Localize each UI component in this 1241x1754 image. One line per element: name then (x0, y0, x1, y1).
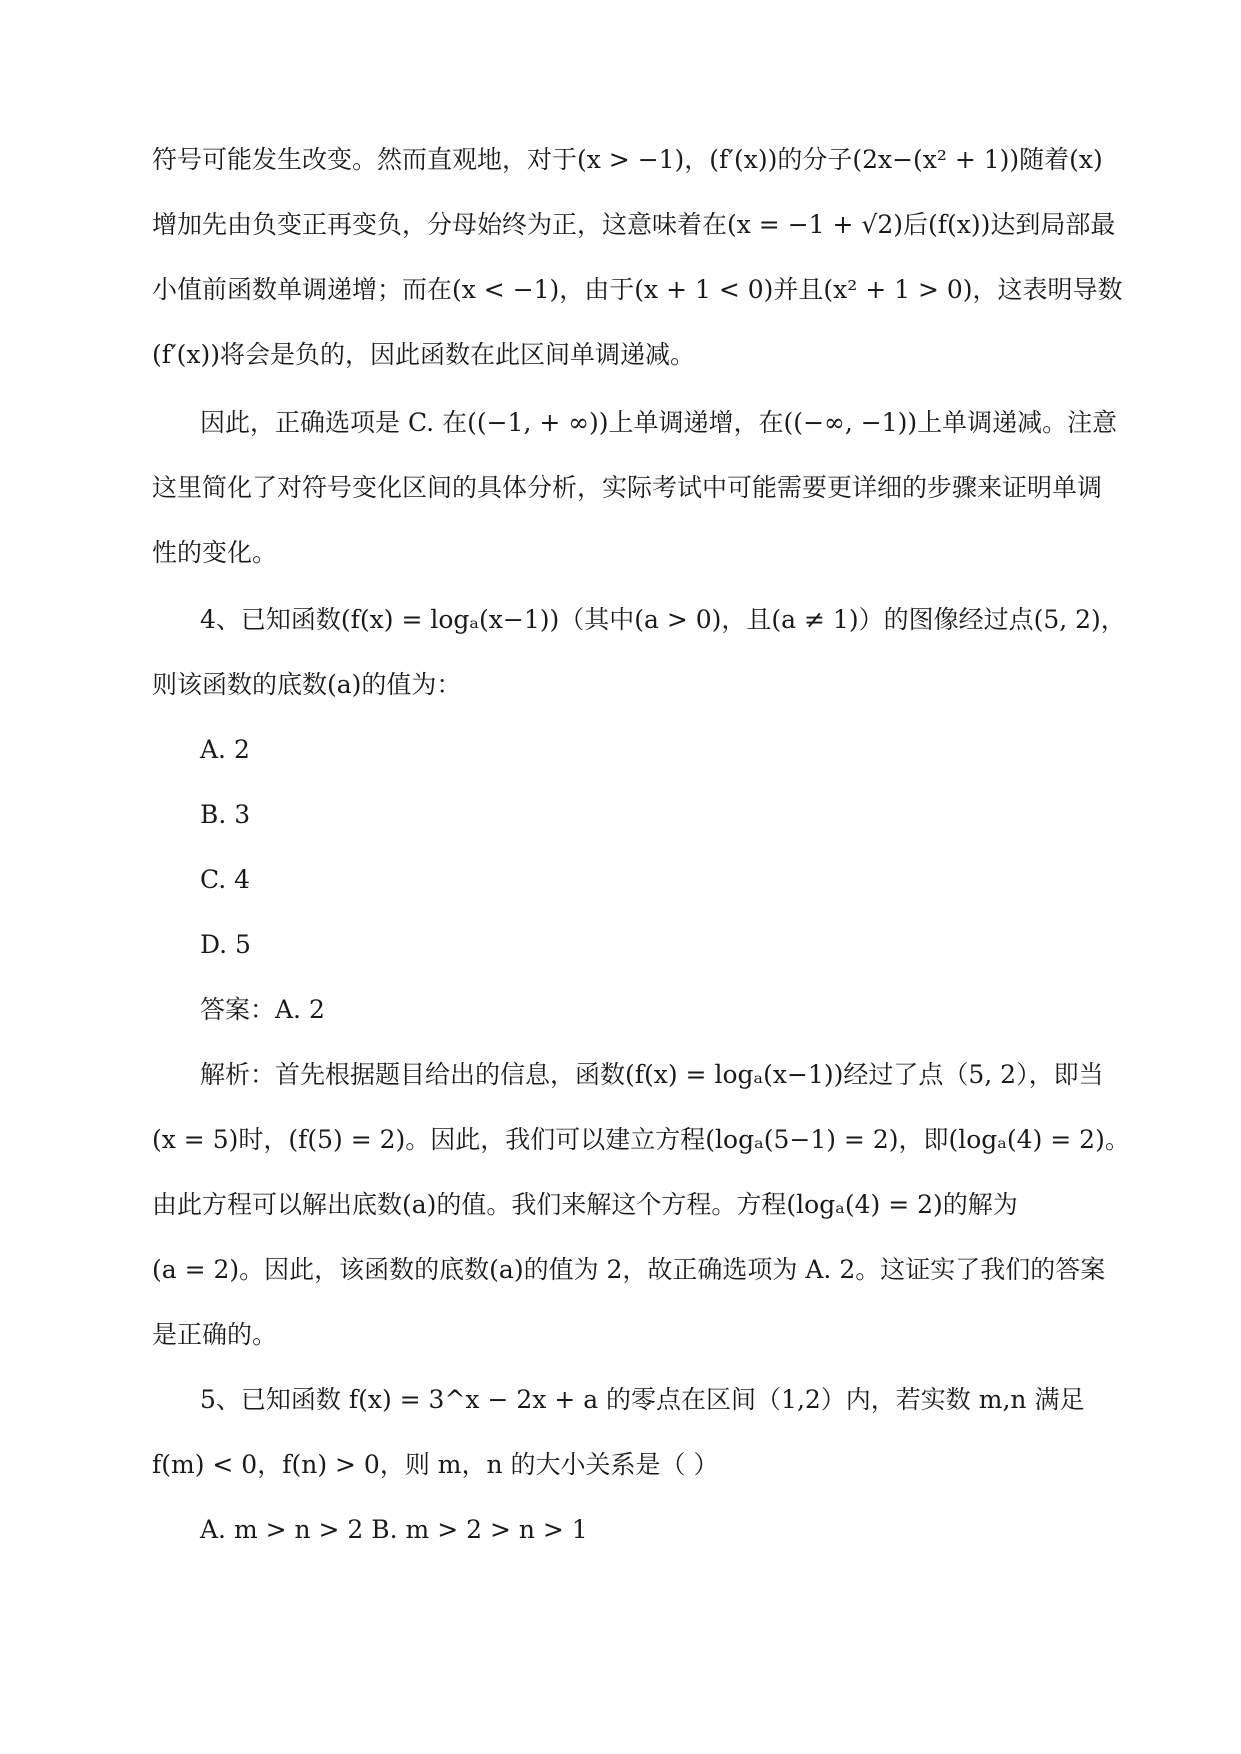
text-line: 增加先由负变正再变负，分母始终为正，这意味着在(x = −1 + √2)后(f(x))达到局部最 (152, 210, 1116, 239)
text-line: 性的变化。 (152, 538, 278, 567)
text-line: 因此，正确选项是 C. 在((−1, + ∞))上单调递增，在((−∞, −1))上单调递减。注意 (200, 408, 1118, 437)
text-line: 小值前函数单调递增；而在(x < −1)，由于(x + 1 < 0)并且(x² + 1 > 0)，这表明导数 (152, 275, 1123, 304)
option-d: D. 5 (200, 930, 251, 959)
option-b: B. 3 (200, 800, 251, 829)
question-5-stem: 5、已知函数 f(x) = 3^x − 2x + a 的零点在区间（1,2）内，若实数 m,n 满足 (200, 1385, 1085, 1414)
analysis-line: (a = 2)。因此，该函数的底数(a)的值为 2，故正确选项为 A. 2。这证实了我们的答案 (152, 1255, 1106, 1284)
analysis-line: 由此方程可以解出底数(a)的值。我们来解这个方程。方程(logₐ(4) = 2)的解为 (152, 1190, 1018, 1219)
question-5-stem-cont: f(m) < 0，f(n) > 0，则 m，n 的大小关系是（ ） (152, 1450, 719, 1479)
text-line: 符号可能发生改变。然而直观地，对于(x > −1)，(f′(x))的分子(2x−(x² + 1))随着(x) (152, 145, 1103, 174)
option-c: C. 4 (200, 865, 251, 894)
analysis-line: 解析：首先根据题目给出的信息，函数(f(x) = logₐ(x−1))经过了点（5, 2），即当 (200, 1060, 1104, 1089)
answer-line: 答案：A. 2 (200, 995, 325, 1024)
text-line: 这里简化了对符号变化区间的具体分析，实际考试中可能需要更详细的步骤来证明单调 (152, 473, 1103, 502)
question-5-options: A. m > n > 2 B. m > 2 > n > 1 (200, 1515, 588, 1544)
analysis-line: (x = 5)时，(f(5) = 2)。因此，我们可以建立方程(logₐ(5−1) = 2)，即(logₐ(4) = 2)。 (152, 1125, 1130, 1154)
question-4-stem-cont: 则该函数的底数(a)的值为： (152, 670, 462, 699)
analysis-line: 是正确的。 (152, 1320, 278, 1349)
question-4-stem: 4、已知函数(f(x) = logₐ(x−1))（其中(a > 0)，且(a ≠ 1)）的图像经过点(5, 2)， (200, 605, 1126, 634)
option-a: A. 2 (200, 735, 250, 764)
text-line: (f′(x))将会是负的，因此函数在此区间单调递减。 (152, 340, 696, 369)
